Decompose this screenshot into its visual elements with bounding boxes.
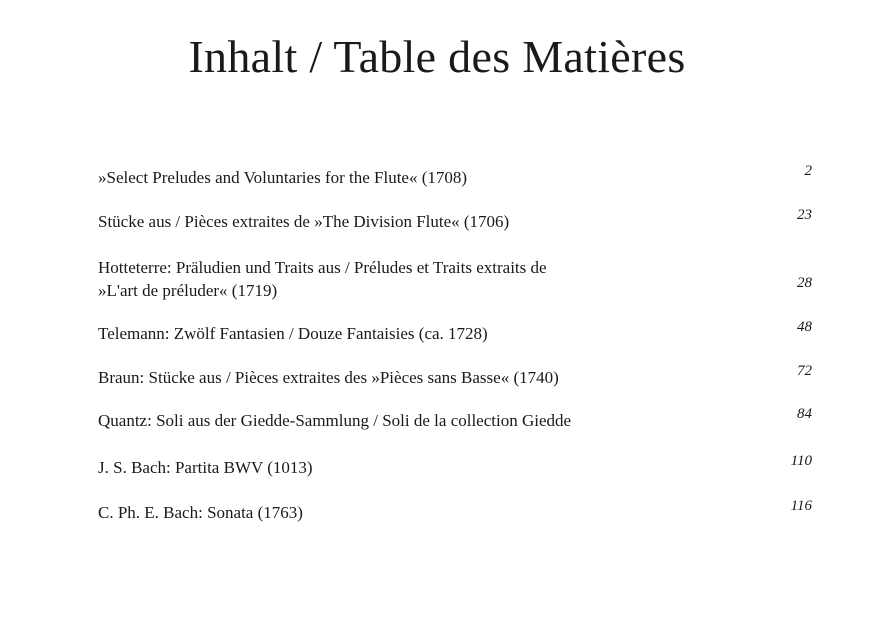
- toc-entry-line: Braun: Stücke aus / Pièces extraites des »Pièces sans Basse« (1740): [98, 368, 559, 387]
- toc-entry-title: [98, 256, 738, 302]
- toc-entry-line: J. S. Bach: Partita BWV (1013): [98, 458, 313, 477]
- toc-entry-line: Quantz: Soli aus der Giedde-Sammlung / Soli de la collection Giedde: [98, 411, 572, 430]
- toc-entry-line: »L'art de préluder« (1719): [98, 281, 278, 300]
- toc-entry-page: 23: [797, 207, 812, 223]
- toc-entry-title: [98, 456, 738, 479]
- toc-entry-title: [98, 366, 738, 389]
- page-title: Inhalt / Table des Matières: [188, 31, 686, 82]
- toc-entry-page: 2: [804, 163, 812, 179]
- toc-entry-page: 72: [797, 363, 812, 379]
- toc-entry-title: [98, 210, 738, 233]
- toc-entry-page: 28: [797, 275, 812, 291]
- toc-entry-line: Hotteterre: Präludien und Traits aus / Préludes et Traits extraits de: [98, 258, 547, 277]
- toc-entry-title: [98, 322, 738, 345]
- toc-entry-title: [98, 166, 738, 189]
- toc-entry-title: [98, 409, 738, 432]
- toc-entry-page: 110: [790, 453, 812, 469]
- toc-entry-line: Stücke aus / Pièces extraites de »The Division Flute« (1706): [98, 212, 510, 231]
- toc-entry-page: 116: [790, 498, 812, 514]
- toc-entry-page: 48: [797, 319, 812, 335]
- toc-entry-line: Telemann: Zwölf Fantasien / Douze Fantaisies (ca. 1728): [98, 324, 488, 343]
- toc-entry-line: »Select Preludes and Voluntaries for the Flute« (1708): [98, 168, 468, 187]
- toc-entry-title: [98, 501, 738, 524]
- toc-entry-line: C. Ph. E. Bach: Sonata (1763): [98, 503, 303, 522]
- toc-entry-page: 84: [797, 406, 812, 422]
